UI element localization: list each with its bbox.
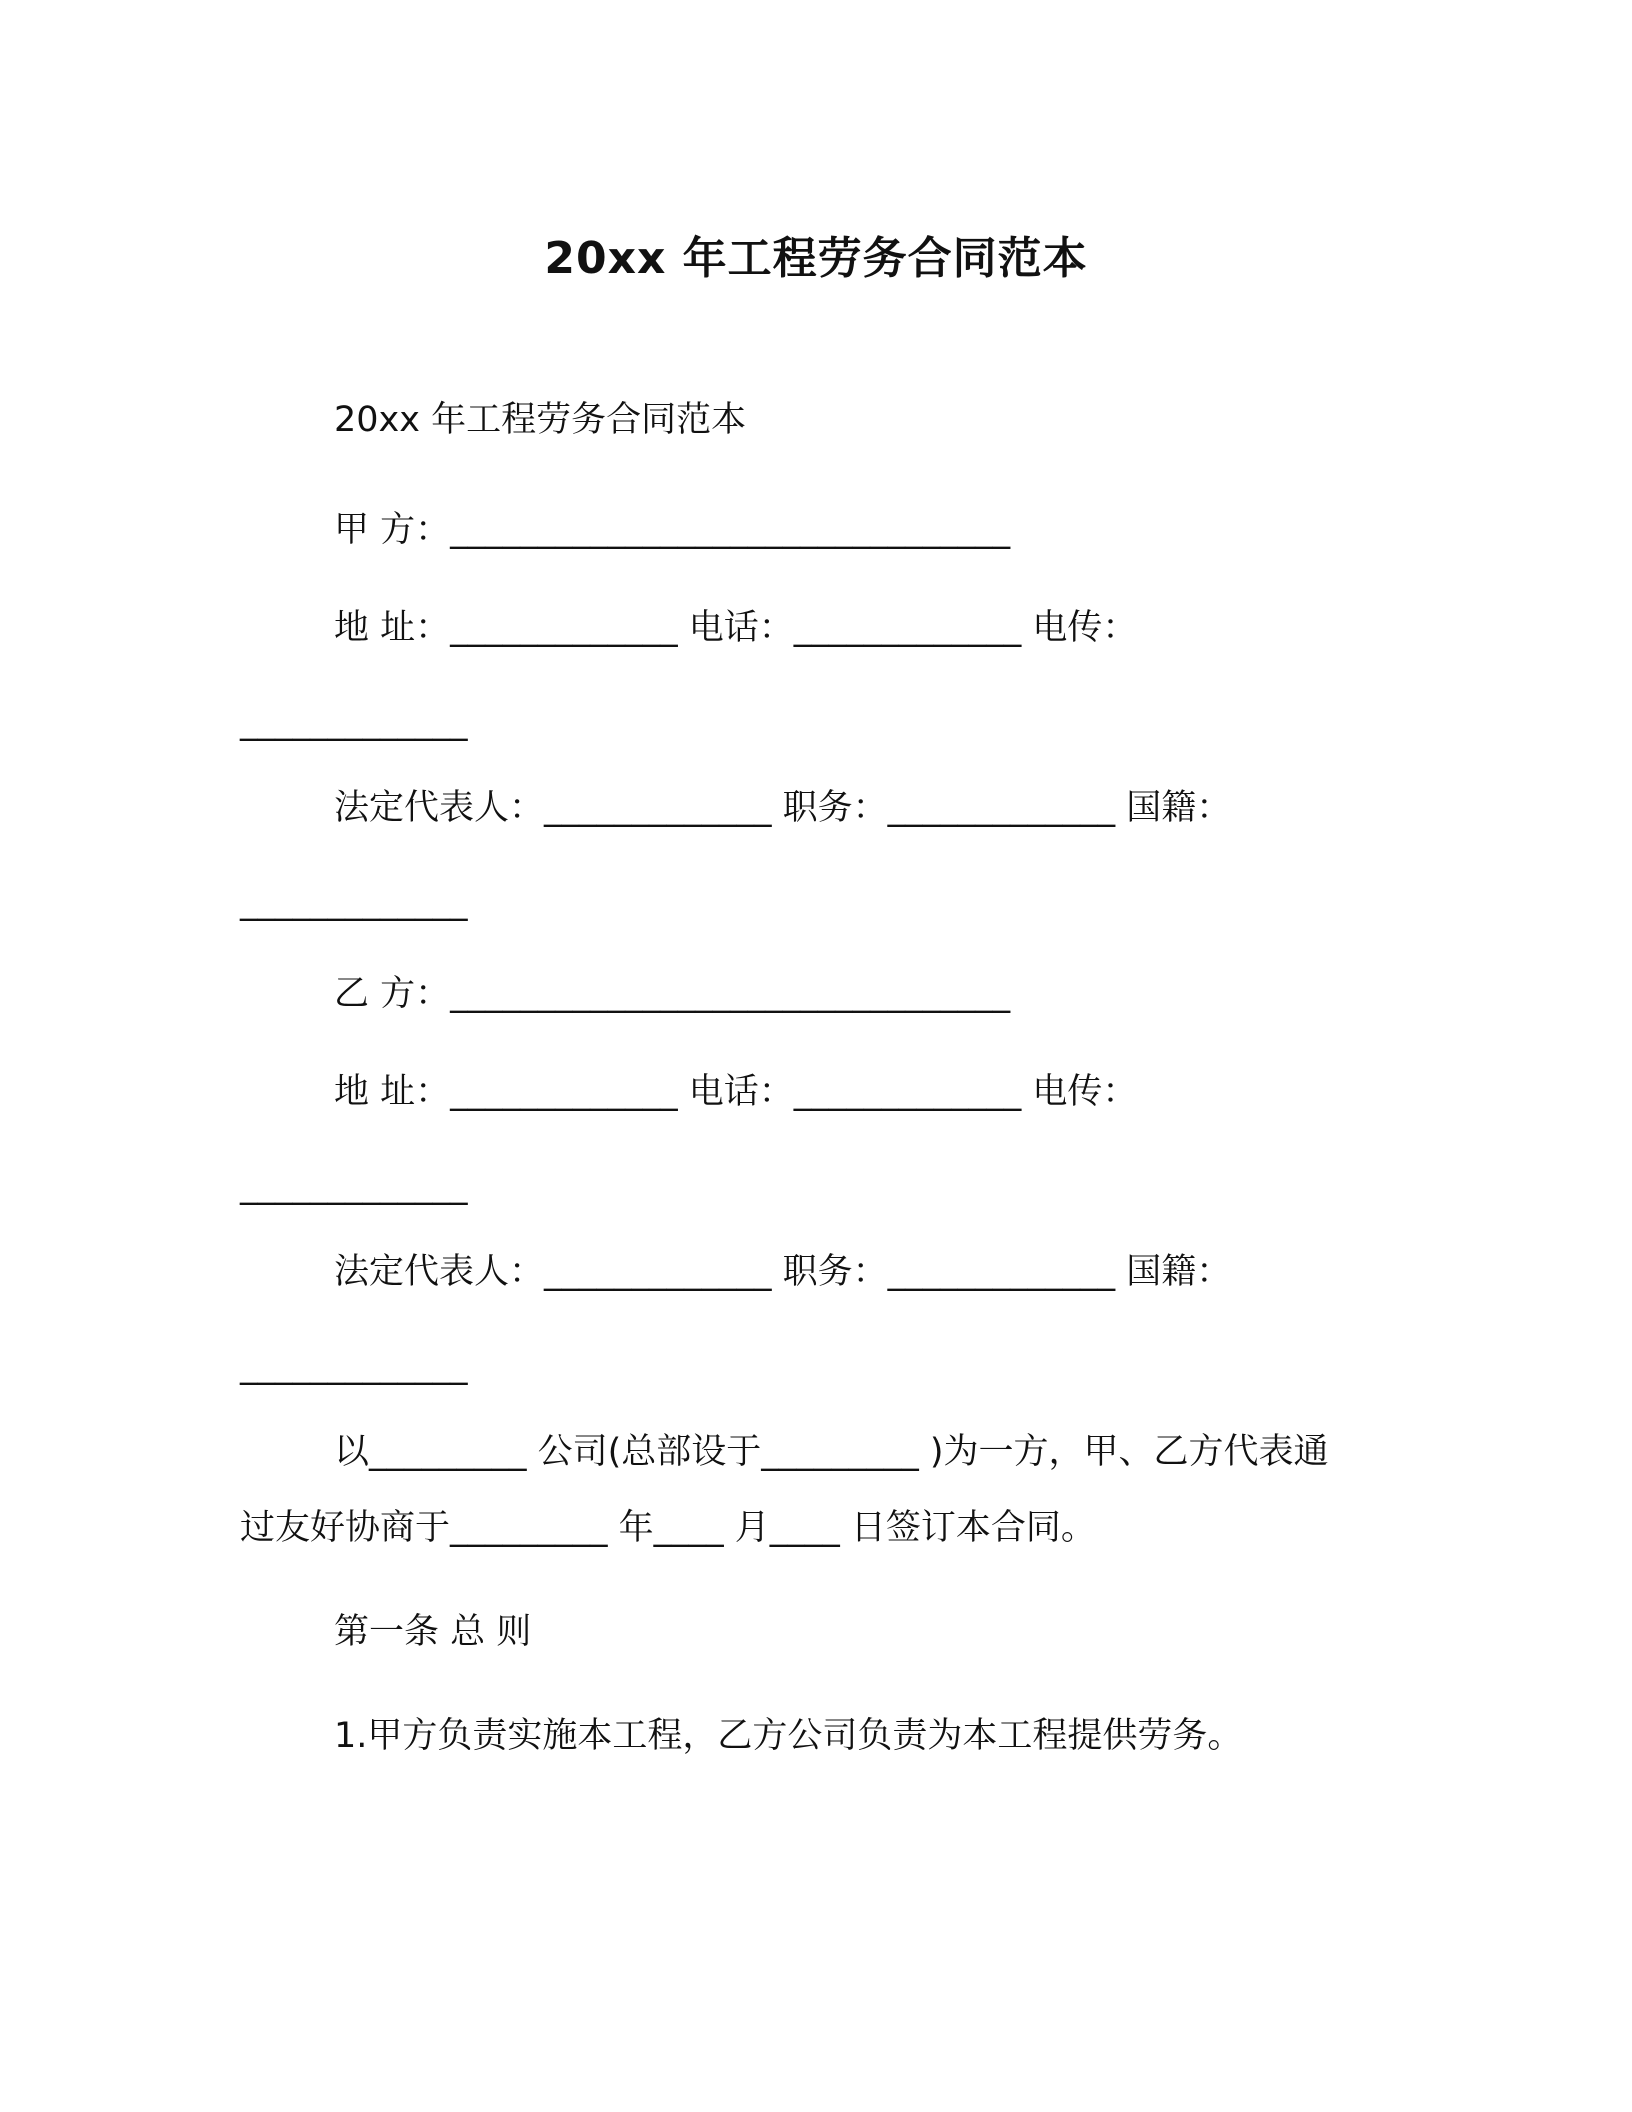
party-a-representative-line: 法定代表人：_____________ 职务：_____________ 国籍： (334, 788, 1232, 828)
party-a-fax-blank: _____________ (240, 702, 468, 742)
document-title: 20xx 年工程劳务合同范本 (544, 233, 1088, 284)
party-b-representative-line: 法定代表人：_____________ 职务：_____________ 国籍： (334, 1252, 1232, 1292)
party-b-fax-blank: _____________ (240, 1166, 468, 1206)
article-1-item-1: 1.甲方负责实施本工程，乙方公司负责为本工程提供劳务。 (334, 1716, 1243, 1756)
party-b-address-line: 地 址：_____________ 电话：_____________ 电传： (334, 1072, 1138, 1112)
party-b-nationality-blank: _____________ (240, 1346, 468, 1386)
document-subtitle: 20xx 年工程劳务合同范本 (334, 400, 747, 440)
article-1-heading: 第一条 总 则 (334, 1612, 532, 1652)
intro-paragraph-line-1: 以_________ 公司(总部设于_________ )为一方，甲、乙方代表通 (334, 1432, 1329, 1472)
party-b-name-line: 乙 方：________________________________ (334, 974, 1011, 1014)
party-a-address-line: 地 址：_____________ 电话：_____________ 电传： (334, 608, 1138, 648)
party-a-name-line: 甲 方：________________________________ (334, 510, 1011, 550)
party-a-nationality-blank: _____________ (240, 882, 468, 922)
intro-paragraph-line-2: 过友好协商于_________ 年____ 月____ 日签订本合同。 (240, 1508, 1096, 1548)
